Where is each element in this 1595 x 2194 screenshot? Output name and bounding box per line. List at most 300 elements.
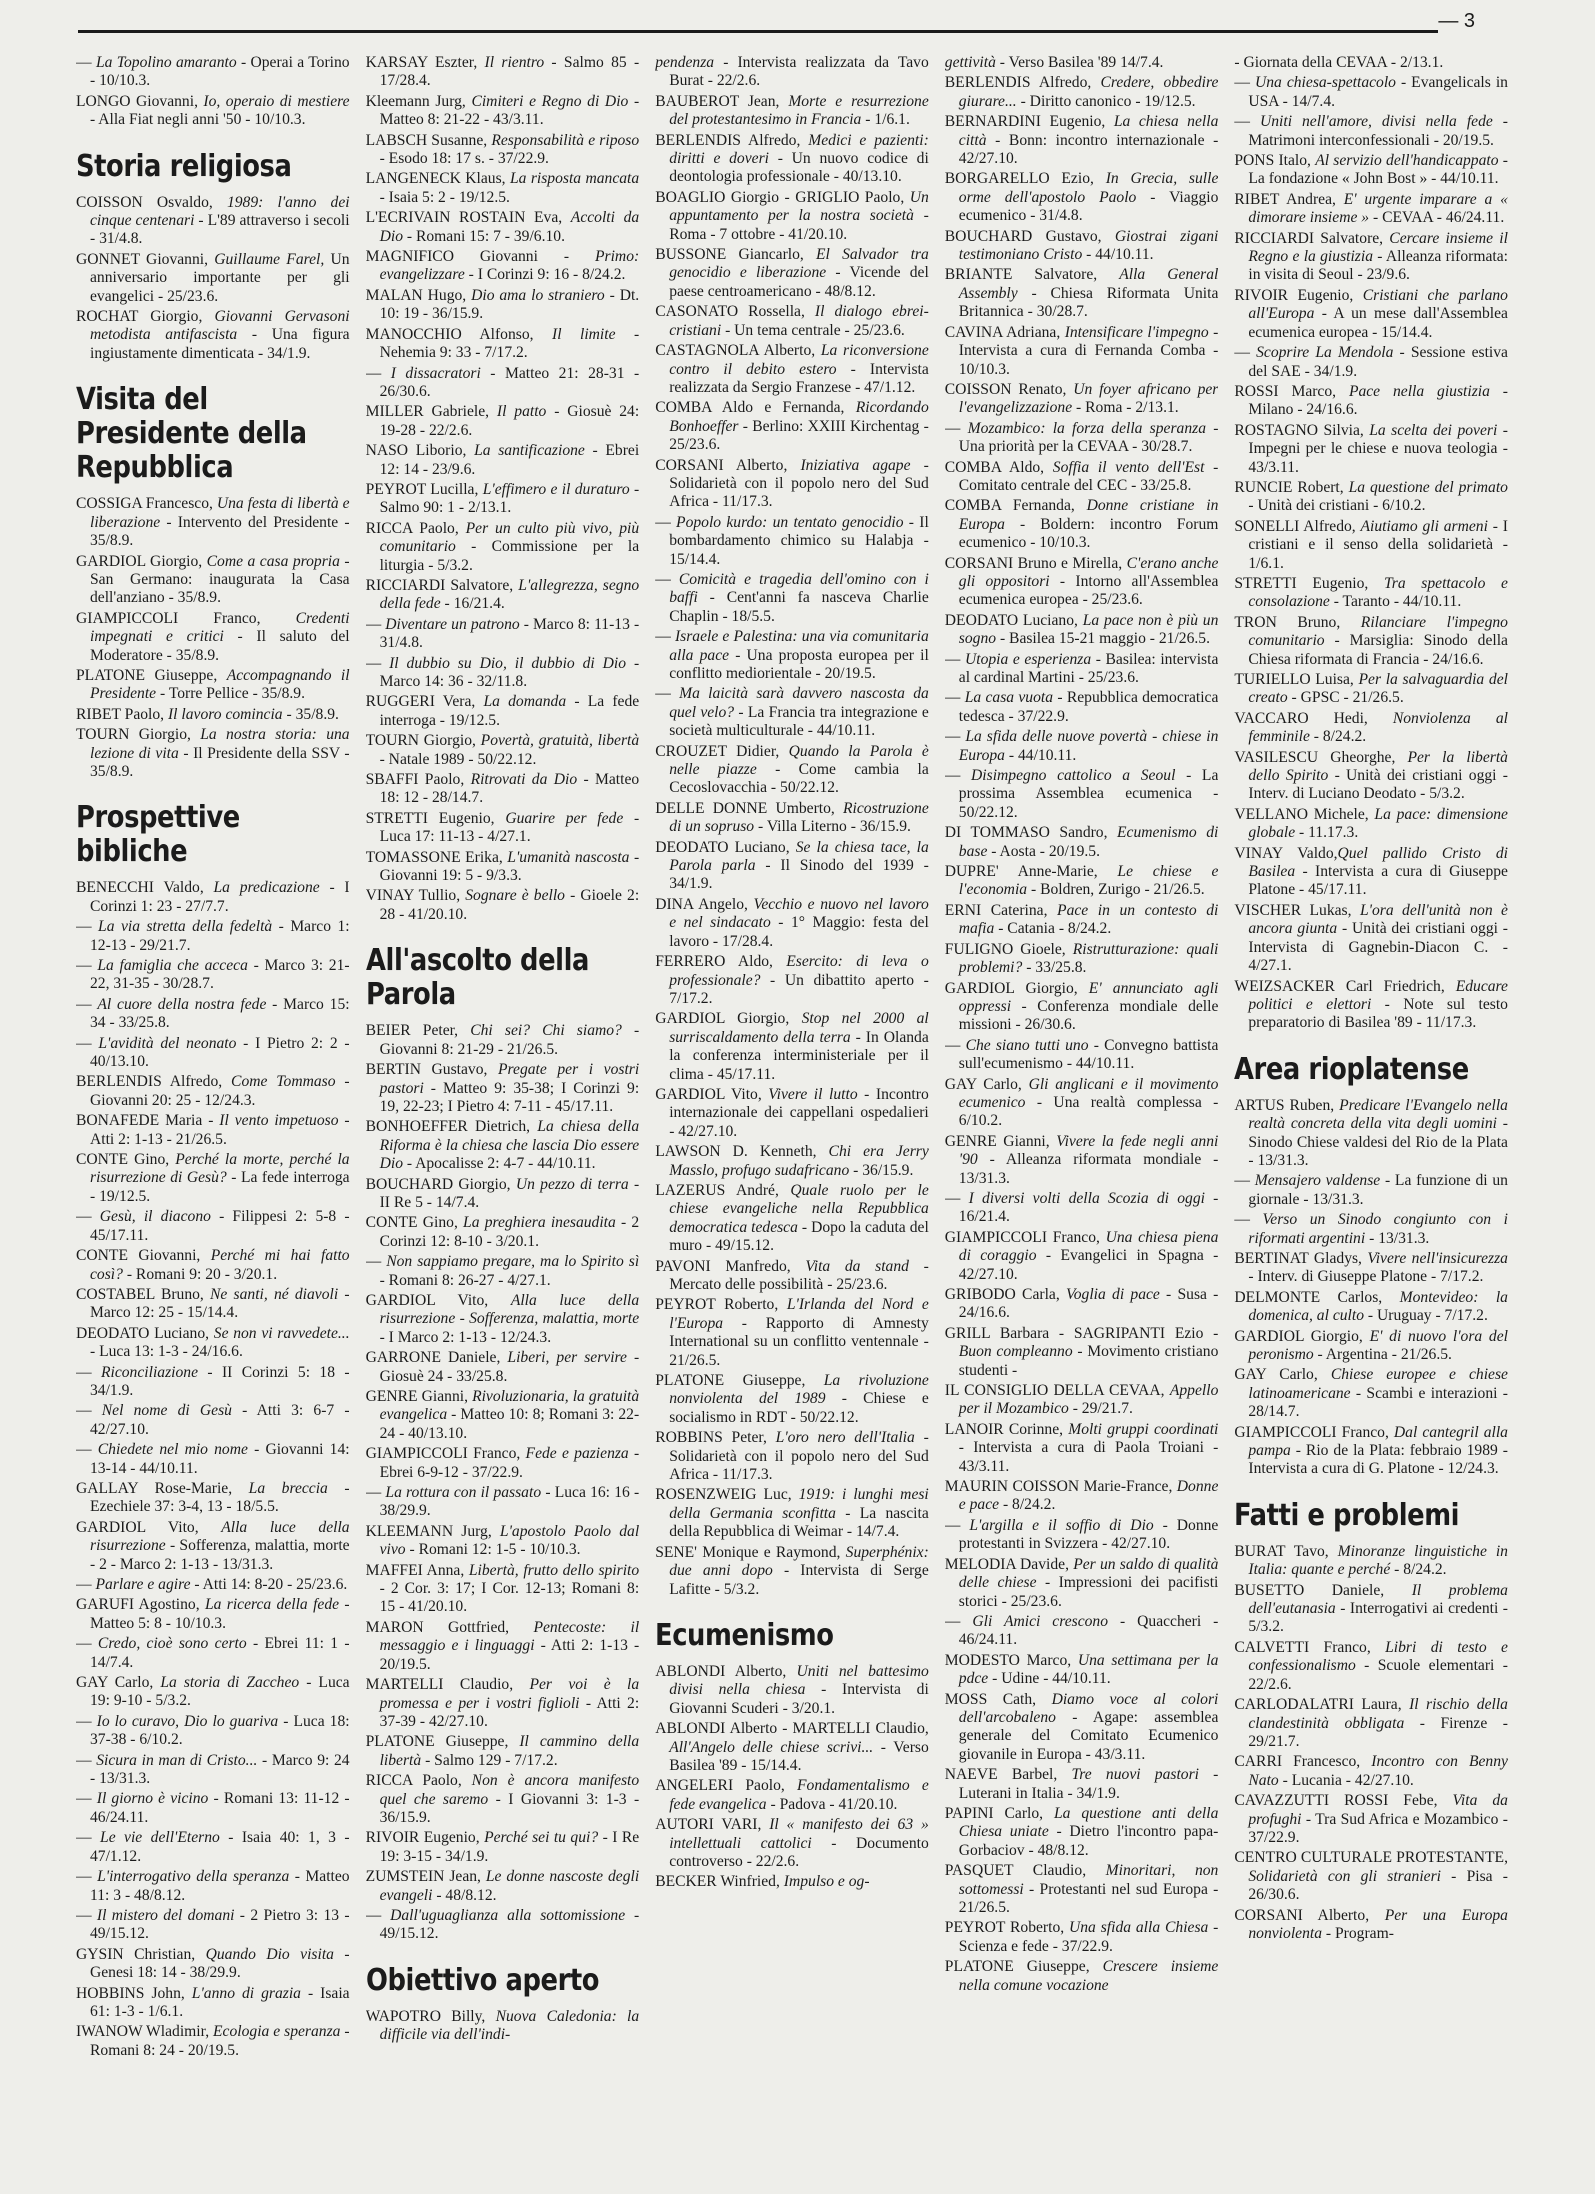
entry-title: Io, operaio di mestiere <box>203 92 350 110</box>
entry-reference: - Intervista a cura di Giuseppe Platone - 45/17.11. <box>1248 863 1508 899</box>
index-entry <box>655 132 929 187</box>
entry-author: — <box>76 1751 97 1769</box>
entry-author: GENRE Gianni, <box>365 1388 473 1405</box>
entry-title: Il « manifesto dei 63 » intellettuali cattolici <box>669 1816 929 1852</box>
entry-reference: - Isaia 40: 1, 3 - 47/1.12. <box>90 1829 350 1865</box>
section-heading: Prospettive bibliche <box>76 800 240 870</box>
index-entry <box>1234 1097 1508 1171</box>
entry-reference: - Lucania - 42/27.10. <box>1278 1771 1414 1789</box>
index-entry <box>655 1296 929 1370</box>
entry-title: Cimiteri e Regno di Dio <box>471 92 629 110</box>
entry-author: BORGARELLO Ezio, <box>944 170 1106 188</box>
entry-title: Minoranze linguistiche in Italia: quante e perché <box>1248 1542 1508 1579</box>
entry-title: Alla General Assembly <box>958 266 1219 302</box>
index-entry <box>76 2023 350 2060</box>
entry-title: Al servizio dell'handicappato <box>1315 152 1499 170</box>
entry-reference: - Una figura ingiustamente dimenticata - 34/1.9. <box>90 326 350 362</box>
entry-reference: - Milano - 24/16.6. <box>1248 382 1508 419</box>
entry-reference: - Marsiglia: Sinodo della Chiesa riformata di Francia - 24/16.6. <box>1248 632 1508 668</box>
index-entry <box>945 941 1219 978</box>
entry-author: — <box>655 685 680 703</box>
index-entry <box>76 1035 350 1072</box>
entry-title: Sognare è bello <box>465 887 565 905</box>
entry-author: — <box>944 419 968 437</box>
entry-reference: - 13/31.3. <box>1365 1229 1430 1247</box>
top-rule <box>78 30 1438 33</box>
entry-title: Ricordando Bonhoeffer <box>669 399 929 435</box>
entry-reference: - Intervista realizzata da Tavo Burat - 22/2.6. <box>669 54 929 90</box>
index-entry <box>76 1985 350 2022</box>
section-heading: All'ascolto della Parola <box>365 943 589 1013</box>
entry-title: Vecchio e nuovo nel lavoro e nel sindacato <box>669 895 929 932</box>
index-entry <box>945 1325 1219 1380</box>
index-entry <box>945 1190 1219 1227</box>
entry-author: — <box>76 918 99 936</box>
entry-reference: - 1/6.1. <box>861 111 910 129</box>
index-entry <box>366 1445 640 1482</box>
entry-reference: - Commissione per la liturgia - 5/3.2. <box>379 538 640 574</box>
entry-reference: - Convegno battista sull'ecumenismo - 44/10.11. <box>958 1036 1219 1073</box>
entry-reference: - I Pietro 2: 2 - 40/13.10. <box>90 1034 350 1071</box>
entry-reference: - Intervento del Presidente - 35/8.9. <box>90 513 350 550</box>
entry-reference: - Luterani in Italia - 34/1.9. <box>958 1766 1219 1802</box>
entry-reference: - Luca 13: 1-3 - 24/16.6. <box>90 1343 243 1361</box>
entry-reference: - Roma - 2/13.1. <box>1072 399 1179 417</box>
entry-reference: - Interv. di Giuseppe Platone - 7/17.2. <box>1248 1268 1484 1286</box>
index-entry <box>366 1061 640 1116</box>
entry-title: El Salvador tra genocidio e liberazione <box>669 246 929 282</box>
index-entry <box>945 420 1219 457</box>
entry-title: C'erano anche gli oppositori <box>958 554 1219 590</box>
entry-author: — <box>655 513 677 531</box>
entry-title: Non è ancora manifesto quel che saremo <box>379 1772 640 1808</box>
entry-author: COMBA Fernanda, <box>944 497 1087 515</box>
entry-author: TURIELLO Luisa, <box>1234 671 1359 688</box>
entry-reference: - Salmo 90: 1 - 2/13.1. <box>379 480 640 517</box>
entry-reference: - Dopo la caduta del muro - 49/15.12. <box>669 1218 929 1255</box>
entry-reference: - Padova - 41/20.10. <box>766 1795 898 1813</box>
index-entry <box>655 457 929 512</box>
index-entry <box>76 495 350 550</box>
entry-author: GIAMPICCOLI Franco, <box>1234 1423 1394 1441</box>
entry-author: GARDIOL Giorgio, <box>76 552 207 570</box>
entry-reference: - La nascita della Repubblica di Weimar - 14/7.4. <box>669 1504 929 1541</box>
entry-title: L'Irlanda del Nord e l'Europa <box>669 1296 929 1332</box>
index-entry <box>76 706 350 724</box>
entry-title: Non sappiamo pregare, ma lo Spirito sì <box>386 1253 640 1271</box>
entry-author: CENTRO CULTURALE PROTESTANTE, <box>1234 1849 1508 1867</box>
index-entry <box>366 1907 640 1944</box>
entry-title: La famiglia che acceca <box>97 957 248 974</box>
index-entry <box>655 1544 929 1599</box>
entry-title: Pregate per i vostri pastori <box>379 1061 640 1097</box>
entry-reference: - Salmo 129 - 7/17.2. <box>421 1751 558 1769</box>
index-entry <box>945 497 1219 552</box>
index-entry <box>366 403 640 440</box>
index-entry <box>366 365 640 402</box>
index-entry <box>1234 1639 1508 1694</box>
index-entry <box>366 1388 640 1443</box>
entry-author: PLATONE Giuseppe, <box>944 1958 1103 1976</box>
entry-title: Diventare un patrono <box>385 615 520 633</box>
index-entry <box>76 726 350 781</box>
entry-author: CAVINA Adriana, <box>944 323 1065 341</box>
entry-title: La questione anti della Chiesa uniate <box>958 1804 1219 1841</box>
entry-author: BOAGLIO Giorgio - GRIGLIO Paolo, <box>655 188 910 206</box>
entry-title: La riconversione contro il debito estero <box>669 342 929 378</box>
entry-reference: - 11.17.3. <box>1295 824 1359 842</box>
entry-title: Il limite <box>552 325 616 343</box>
entry-title: I diversi volti della Scozia di oggi <box>968 1189 1205 1207</box>
entry-title: In Grecia, sulle orme dell'apostolo Paolo <box>958 170 1219 206</box>
index-entry <box>945 863 1219 900</box>
index-entry <box>945 266 1219 321</box>
entry-reference: - A un mese dall'Assemblea ecumenica europea - 15/14.4. <box>1248 305 1508 341</box>
index-entry <box>655 189 929 244</box>
entry-title: La domanda <box>483 693 567 711</box>
entry-reference: - Matteo 21: 28-31 - 26/30.6. <box>379 364 640 400</box>
index-entry <box>655 628 929 683</box>
index-entry <box>366 810 640 847</box>
entry-title: Ricostruzione di un sopruso <box>669 799 929 836</box>
entry-author: COSTABEL Bruno, <box>76 1285 211 1303</box>
entry-author: KARSAY Eszter, <box>365 54 485 71</box>
entry-author: ANGELERI Paolo, <box>655 1777 798 1795</box>
section-heading: Ecumenismo <box>655 1617 834 1653</box>
entry-author: BUSSONE Giancarlo, <box>655 246 817 264</box>
entry-reference: - Documento controverso - 22/2.6. <box>669 1834 929 1870</box>
entry-title: La rivoluzione nonviolenta del 1989 <box>669 1372 929 1408</box>
index-entry <box>655 1873 929 1891</box>
entry-title: Nel nome di Gesù <box>101 1402 232 1420</box>
entry-reference: - Romani 15: 7 - 39/6.10. <box>402 227 565 245</box>
index-entry <box>945 1652 1219 1689</box>
index-entry <box>1234 1543 1508 1580</box>
index-entry <box>366 287 640 324</box>
column-3 <box>655 54 929 2179</box>
index-entry <box>76 194 350 249</box>
entry-title: Gli Amici crescono <box>972 1612 1109 1630</box>
index-entry <box>655 839 929 894</box>
entry-title: Soffia il vento dell'Est <box>1052 458 1205 476</box>
entry-reference: - Giovanni 14: 13-14 - 44/10.11. <box>90 1441 350 1477</box>
entry-author: — <box>944 728 966 746</box>
entry-reference: - Giovanni 20: 25 - 12/24.3. <box>90 1073 350 1109</box>
entry-title: Quale ruolo per le chiese evangeliche nella Repubblica democratica tedesca <box>669 1181 929 1236</box>
entry-reference: - Udine - 44/10.11. <box>988 1670 1111 1688</box>
entry-title: La santificazione <box>474 442 585 460</box>
entry-reference: - In Olanda la conferenza interministeriale per il clima - 45/17.11. <box>669 1028 929 1083</box>
entry-author: Kleemann Jurg, <box>365 92 472 110</box>
index-entry <box>655 1372 929 1427</box>
entry-title: All'Angelo delle chiese scrivi... <box>669 1738 874 1756</box>
entry-title: Nuova Caledonia: la difficile via dell'indi- <box>379 2007 640 2044</box>
entry-author: MILLER Gabriele, <box>365 403 497 421</box>
entry-reference: - Repubblica democratica tedesca - 37/22.9. <box>958 689 1219 725</box>
entry-author: BUSETTO Daniele, <box>1234 1581 1412 1599</box>
index-entry <box>1234 479 1508 516</box>
entry-reference: - I Giovanni 3: 1-3 - 36/15.9. <box>379 1790 640 1826</box>
entry-reference: - I cristiani e il senso della solidarietà - 1/6.1. <box>1248 517 1508 572</box>
index-entry <box>945 555 1219 610</box>
entry-author: GIAMPICCOLI Franco, <box>944 1228 1106 1246</box>
entry-author: ABLONDI Alberto - MARTELLI Claudio, <box>655 1720 929 1738</box>
entry-title: Liberi, per servire <box>507 1349 627 1367</box>
entry-reference: - Impressioni dei pacifisti storici - 25/23.6. <box>958 1574 1219 1610</box>
entry-title: Fondamentalismo e fede evangelica <box>669 1777 929 1813</box>
entry-reference: - CEVAA - 46/24.11. <box>1369 209 1505 227</box>
entry-author: GYSIN Christian, <box>76 1945 206 1963</box>
entry-title: Pace in un contesto di mafia <box>958 901 1219 938</box>
entry-title: Il mistero del domani <box>96 1906 235 1924</box>
index-entry <box>655 953 929 1008</box>
index-entry <box>945 1382 1219 1419</box>
entry-author: GARDIOL Giorgio, <box>1234 1327 1370 1345</box>
entry-reference: - Isaia 5: 2 - 19/12.5. <box>379 188 510 206</box>
index-entry <box>76 879 350 916</box>
entry-title: Per la salvaguardia del creato <box>1248 671 1508 707</box>
entry-author: — <box>1234 1211 1263 1229</box>
entry-author: ROCHAT Giorgio, <box>76 308 215 326</box>
entry-title: Sicura in man di Cristo... <box>96 1751 258 1769</box>
entry-author: GIAMPICCOLI Franco, <box>365 1445 526 1463</box>
entry-title: Il dialogo ebrei-cristiani <box>669 303 929 339</box>
entry-author: RUNCIE Robert, <box>1234 478 1349 496</box>
entry-title: Un pezzo di terra <box>515 1175 629 1193</box>
entry-reference: - 29/21.7. <box>1068 1400 1133 1418</box>
entry-author: VINAY Valdo, <box>1234 844 1338 862</box>
index-entry <box>76 1364 350 1401</box>
entry-reference: - Boldren, Zurigo - 21/26.5. <box>1027 881 1205 899</box>
entry-title: Mensajero valdense <box>1254 1172 1381 1190</box>
index-entry <box>945 1037 1219 1074</box>
entry-reference: - Boldern: incontro Forum ecumenico - 10/10.3. <box>958 515 1219 552</box>
index-entry <box>76 918 350 955</box>
entry-author: TOURN Giorgio, <box>365 732 481 750</box>
entry-reference: - La prossima Assemblea ecumenica - 50/22.12. <box>958 767 1219 821</box>
entry-author: RIVOIR Eugenio, <box>1234 286 1363 304</box>
entry-author: — <box>944 689 965 707</box>
index-entry <box>945 1421 1219 1476</box>
entry-author: BEIER Peter, <box>365 1022 471 1040</box>
entry-reference: - Basilea: intervista al cardinal Martini - 25/23.6. <box>958 650 1219 686</box>
entry-title: Chiese europee e chiese latinoamericane <box>1248 1366 1508 1402</box>
index-entry <box>1234 614 1508 669</box>
entry-author: — <box>76 1829 101 1847</box>
entry-author: GENRE Gianni, <box>944 1132 1057 1150</box>
entry-author: — <box>76 54 96 71</box>
entry-title: Appello per il Mozambico <box>958 1382 1219 1418</box>
entry-title: Ne santi, né diavoli <box>210 1285 339 1303</box>
entry-reference: - 2 Corinzi 12: 8-10 - 3/20.1. <box>379 1214 640 1250</box>
index-entry <box>945 1478 1219 1515</box>
entry-author: AUTORI VARI, <box>655 1816 770 1834</box>
entry-title: Dio ama lo straniero <box>471 286 605 304</box>
entry-reference: - Luca 18: 37-38 - 6/10.2. <box>90 1712 350 1749</box>
entry-title: Donne cristiane in Europa <box>958 497 1219 533</box>
index-entry <box>1234 1328 1508 1365</box>
entry-title: Solidarietà con gli stranieri <box>1248 1867 1441 1885</box>
entry-author: MARON Gottfried, <box>365 1618 534 1636</box>
entry-reference: - Catania - 8/24.2. <box>994 920 1112 938</box>
entry-title: La predicazione <box>213 879 320 897</box>
index-entry <box>1234 902 1508 976</box>
index-entry <box>366 93 640 130</box>
entry-title: Mozambico: la forza della speranza <box>967 419 1206 437</box>
entry-reference: - Matteo 11: 3 - 48/8.12. <box>90 1868 350 1904</box>
entry-author: BERLENDIS Alfredo, <box>76 1073 232 1091</box>
index-entry <box>655 1258 929 1295</box>
entry-title: Chi era Jerry Masslo, profugo sudafricano <box>669 1143 929 1179</box>
entry-title: L'anno di grazia <box>191 1984 301 2002</box>
entry-author: ROBBINS Peter, <box>655 1429 776 1447</box>
entry-reference: - Atti 14: 8-20 - 25/23.6. <box>190 1576 348 1593</box>
entry-title: La sfida delle nuove povertà - chiese in Europa <box>958 728 1219 764</box>
entry-reference: - Esodo 18: 17 s. - 37/22.9. <box>379 150 549 168</box>
entry-title: Chi sei? Chi siamo? <box>470 1022 622 1040</box>
entry-title: Vita da profughi <box>1248 1792 1508 1828</box>
entry-reference: - Sofferenza, malattia, morte - 2 - Marco 2: 1-13 - 13/31.3. <box>90 1537 350 1573</box>
index-entry <box>1234 671 1508 708</box>
entry-author: VINAY Tullio, <box>365 887 466 905</box>
entry-author: DELMONTE Carlos, <box>1234 1288 1400 1306</box>
entry-reference: - Luca 16: 16 - 38/29.9. <box>379 1484 640 1520</box>
index-entry <box>1234 1696 1508 1751</box>
entry-author: CONTE Giovanni, <box>76 1247 211 1265</box>
index-entry <box>945 651 1219 688</box>
entry-title: Guarire per fede <box>505 809 624 827</box>
index-entry <box>76 1829 350 1866</box>
entry-author: — <box>655 628 675 646</box>
entry-author: — <box>944 1612 973 1630</box>
entry-reference: - Argentina - 21/26.5. <box>1313 1346 1452 1363</box>
entry-author: — <box>76 995 98 1013</box>
entry-author: NASO Liborio, <box>365 442 475 460</box>
entry-author: WEIZSACKER Carl Friedrich, <box>1234 977 1456 995</box>
entry-author: RUGGERI Vera, <box>365 693 484 711</box>
entry-reference: - Unità dei cristiani - 6/10.2. <box>1248 497 1426 515</box>
entry-reference: - 8/24.2. <box>1390 1561 1447 1579</box>
entry-author: — <box>76 1906 97 1924</box>
index-entry <box>945 74 1219 111</box>
index-entry <box>945 767 1219 822</box>
entry-author: RICCIARDI Salvatore, <box>365 576 519 594</box>
entry-author: PLATONE Giuseppe, <box>76 666 227 684</box>
index-entry <box>76 1247 350 1284</box>
entry-title: Dall'uguaglianza alla sottomissione <box>390 1906 626 1924</box>
entry-reference: - Evangelici in Spagna - 42/27.10. <box>958 1247 1219 1283</box>
entry-author: — <box>365 1484 386 1502</box>
index-entry <box>76 54 350 91</box>
entry-author: DELLE DONNE Umberto, <box>655 799 844 817</box>
entry-author: ARTUS Ruben, <box>1234 1096 1340 1114</box>
entry-reference: - Conferenza mondiale delle missioni - 26/30.6. <box>958 997 1219 1034</box>
entry-author: CONTE Gino, <box>76 1151 176 1169</box>
index-entry <box>1234 1907 1508 1944</box>
entry-author: PASQUET Claudio, <box>944 1862 1106 1880</box>
index-entry <box>1234 113 1508 150</box>
entry-reference: - Matteo 8: 21-22 - 43/3.11. <box>379 92 640 129</box>
index-entry <box>76 251 350 306</box>
entry-title: Popolo kurdo: un tentato genocidio <box>676 513 904 531</box>
entry-reference: - Apocalisse 2: 4-7 - 44/10.11. <box>402 1155 596 1173</box>
entry-author: — <box>76 1208 100 1226</box>
index-entry <box>945 824 1219 861</box>
entry-author: GARRONE Daniele, <box>365 1349 508 1367</box>
entry-author: — <box>1234 344 1257 362</box>
entry-reference: - Solidarietà con il popolo nero del Sud Africa - 11/17.3. <box>669 456 929 511</box>
entry-reference: - Sinodo Chiese valdesi del Rio de la Plata - 13/31.3. <box>1248 1115 1508 1169</box>
entry-reference: - Romani 12: 1-5 - 10/10.3. <box>405 1541 581 1559</box>
entry-title: Uniti nell'amore, divisi nella fede <box>1259 113 1493 131</box>
index-entry <box>76 1112 350 1149</box>
entry-author: GRILL Barbara - SAGRIPANTI Ezio - <box>944 1324 1219 1342</box>
entry-author: VISCHER Lukas, <box>1234 901 1360 919</box>
entry-author: VELLANO Michele, <box>1234 805 1375 823</box>
entry-author: — <box>365 615 386 633</box>
entry-title: La preghiera inesaudita <box>463 1214 616 1232</box>
entry-reference: - Uruguay - 7/17.2. <box>1364 1307 1488 1325</box>
entry-reference: - Incontro internazionale dei cappellani ospedalieri - 42/27.10. <box>669 1085 929 1140</box>
index-entry <box>366 771 640 808</box>
entry-title: Accolti da Dio <box>379 209 640 245</box>
entry-reference: - Comitato centrale del CEC - 33/25.8. <box>958 458 1219 494</box>
index-entry <box>655 571 929 626</box>
entry-title: Israele e Palestina: una via comunitaria alla pace <box>669 628 929 664</box>
entry-author: BOUCHARD Giorgio, <box>365 1175 516 1193</box>
index-entry <box>366 616 640 653</box>
entry-author: — <box>365 1906 391 1924</box>
index-entry <box>945 1076 1219 1131</box>
entry-author: CORSANI Alberto, <box>1234 1906 1385 1924</box>
entry-title: La via stretta della fedeltà <box>98 918 273 936</box>
entry-title: Esercito: di leva o professionale? <box>669 953 929 989</box>
index-entry <box>366 481 640 518</box>
entry-author: WAPOTRO Billy, <box>365 2007 496 2025</box>
entry-reference: - Berlino: XXIII Kirchentag - 25/23.6. <box>669 417 929 454</box>
entry-title: Il rischio della clandestinità obbligata <box>1248 1696 1508 1732</box>
index-entry <box>945 381 1219 418</box>
index-entry <box>76 1752 350 1789</box>
entry-reference: - Marco 9: 24 - 13/31.3. <box>90 1751 350 1788</box>
entry-title: Uniti nel battesimo divisi nella chiesa <box>669 1662 929 1699</box>
entry-author: LONGO Giovanni, <box>76 92 204 110</box>
entry-author: GARDIOL Vito, <box>76 1518 222 1536</box>
entry-author: CROUZET Didier, <box>655 742 789 760</box>
entry-reference: - Intervista a cura di Paola Troiani - 43/3.11. <box>958 1439 1219 1475</box>
entry-reference: - Atti 2: 1-13 - 21/26.5. <box>90 1112 350 1148</box>
entry-title: Una sfida alla Chiesa <box>1069 1919 1209 1937</box>
column-1 <box>76 54 350 2179</box>
entry-author: DEODATO Luciano, <box>944 611 1083 629</box>
entry-reference: - Unità dei cristiani oggi - Interv. di Luciano Deodato - 5/3.2. <box>1248 767 1508 803</box>
entry-reference: - Program- <box>1322 1924 1394 1942</box>
entry-title: Tra spettacolo e consolazione <box>1248 574 1508 611</box>
entry-author: BECKER Winfried, <box>655 1873 784 1891</box>
index-entry <box>945 1229 1219 1284</box>
entry-reference: - Alla Fiat negli anni '50 - 10/10.3. <box>90 111 306 129</box>
index-entry <box>366 2008 640 2045</box>
entry-reference: - Alleanza riformata mondiale - 13/31.3. <box>958 1151 1219 1187</box>
index-entry <box>366 732 640 769</box>
entry-author: — <box>1234 113 1260 131</box>
entry-title: Pentecoste: il messaggio e i linguaggi <box>379 1618 640 1655</box>
index-entry <box>1234 806 1508 843</box>
index-entry <box>366 1676 640 1731</box>
index-entry <box>76 1519 350 1574</box>
entry-reference: - La fede interroga - 19/12.5. <box>379 693 640 729</box>
entry-title: Morte e resurrezione del protestantesimo in Francia <box>669 92 929 129</box>
